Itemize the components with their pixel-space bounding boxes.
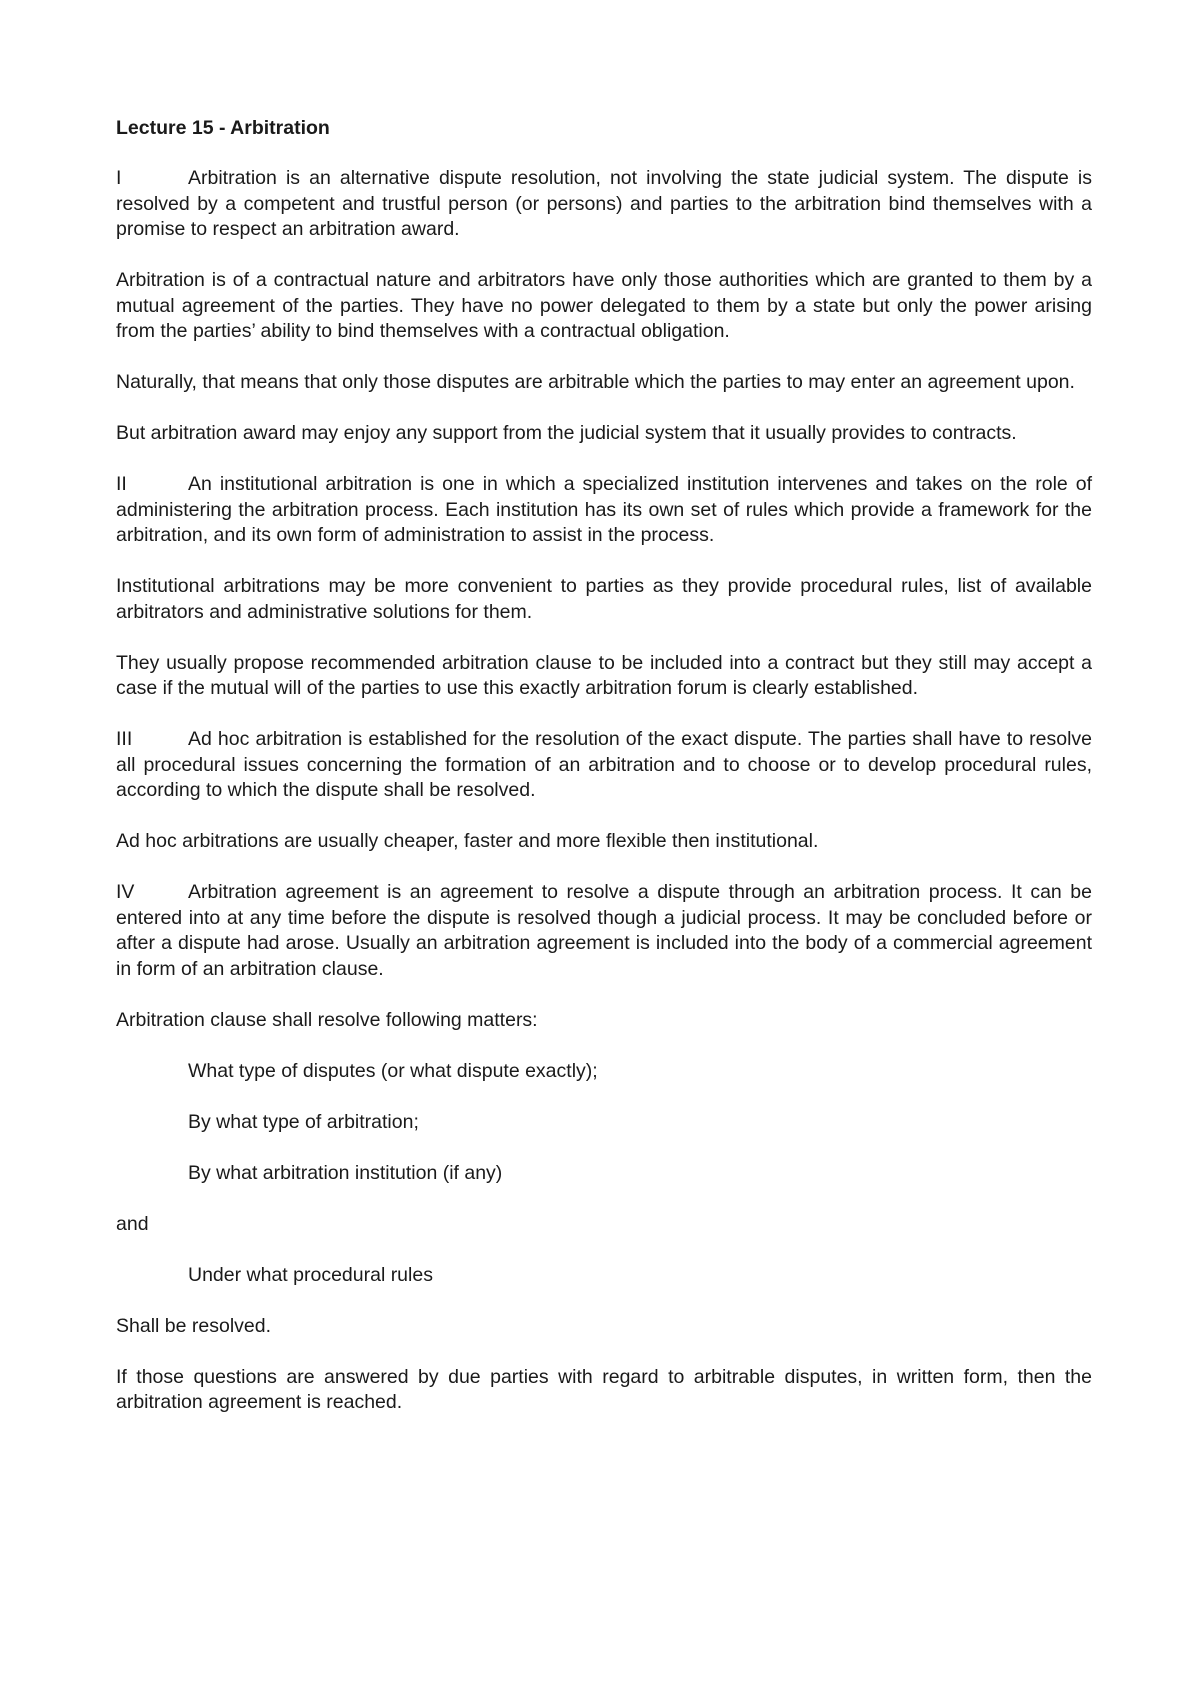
section-number: II — [116, 473, 127, 495]
paragraph: Institutional arbitrations may be more convenient to parties as they provide procedural rules, list of available arbitrators and administrative solutions for them. — [116, 575, 1092, 623]
matter-item: By what arbitration institution (if any) — [188, 1161, 503, 1184]
paragraph: But arbitration award may enjoy any support from the judicial system that it usually provides to contracts. — [116, 422, 1017, 444]
paragraph: Arbitration clause shall resolve following matters: — [116, 1008, 538, 1031]
paragraph-section-3 — [116, 727, 1092, 804]
paragraph: Ad hoc arbitrations are usually cheaper, faster and more flexible then institutional. — [116, 830, 819, 852]
matter-item: What type of disputes (or what dispute exactly); — [188, 1059, 598, 1082]
section-number: I — [116, 167, 122, 189]
paragraph: Shall be resolved. — [116, 1314, 272, 1337]
paragraph-section-4 — [116, 880, 1092, 982]
paragraph-text: Ad hoc arbitration is established for the resolution of the exact dispute. The parties shall have to resolve all procedural issues concerning the formation of an arbitration and to choose or to develop procedural rules, according to which the dispute shall be resolved. — [116, 728, 1092, 801]
section-number: III — [116, 728, 133, 750]
paragraph-text: Arbitration agreement is an agreement to resolve a dispute through an arbitration process. It can be entered into at any time before the dispute is resolved though a judicial process. It may be concluded before or after a dispute had arose. Usually an arbitration agreement is included into the body of a commercial agreement in form of an arbitration clause. — [116, 881, 1092, 980]
conjunction-text: and — [116, 1212, 149, 1235]
paragraph: They usually propose recommended arbitration clause to be included into a contract but they still may accept a case if the mutual will of the parties to use this exactly arbitration forum is clearly established. — [116, 651, 1092, 699]
section-number: IV — [116, 881, 135, 903]
paragraph-text: An institutional arbitration is one in which a specialized institution intervenes and takes on the role of administering the arbitration process. Each institution has its own set of rules which provide a framework for the arbitration, and its own form of administration to assist in the process. — [116, 473, 1092, 546]
document-title: Lecture 15 - Arbitration — [116, 117, 330, 139]
paragraph-section-2 — [116, 472, 1092, 549]
paragraph: Naturally, that means that only those disputes are arbitrable which the parties to may enter an agreement upon. — [116, 371, 1075, 393]
paragraph-text: Arbitration is an alternative dispute resolution, not involving the state judicial system. The dispute is resolved by a competent and trustful person (or persons) and parties to the arbitration bind themselves with a promise to respect an arbitration award. — [116, 167, 1092, 240]
closing-paragraph: If those questions are answered by due parties with regard to arbitrable disputes, in written form, then the arbitration agreement is reached. — [116, 1365, 1092, 1413]
matter-item: By what type of arbitration; — [188, 1110, 419, 1133]
paragraph-section-1 — [116, 166, 1092, 243]
paragraph: Arbitration is of a contractual nature and arbitrators have only those authorities which are granted to them by a mutual agreement of the parties. They have no power delegated to them by a state but only the power arising from the parties’ ability to bind themselves with a contractual obligation. — [116, 269, 1092, 342]
matter-item: Under what procedural rules — [188, 1263, 433, 1286]
